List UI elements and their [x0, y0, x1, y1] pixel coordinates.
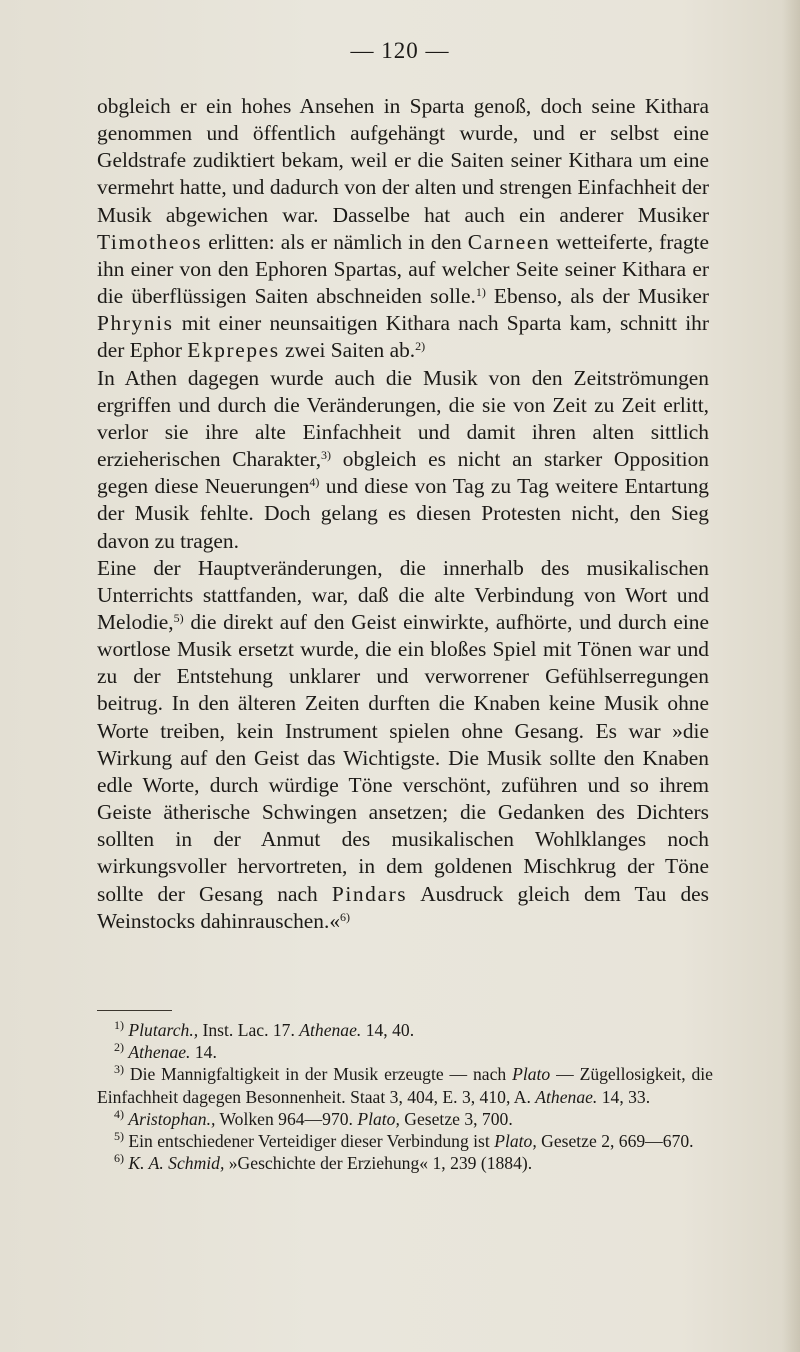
text-run: und diese von Tag zu Tag weitere Entartung der Musik fehlte. Doch gelang es diesen Protesten nicht, den Sieg davon zu tragen.: [97, 474, 709, 553]
text-run: obgleich er ein hohes Ansehen in Sparta genoß, doch seine Kithara genommen und öffentlich aufgehängt wurde, und er selbst eine Geldstrafe zudiktiert bekam, weil er die Saiten seiner Kithara um eine vermehrt hatte, und dadurch von der alten und strengen Einfachheit der Musik abgewichen war. Dasselbe hat auch ein anderer Musiker: [97, 94, 709, 227]
footnote-ref: 2): [415, 339, 426, 354]
footnote-text: Inst. Lac. 17.: [198, 1020, 300, 1040]
footnote-text: »Geschichte der Erziehung« 1, 239 (1884).: [224, 1153, 533, 1174]
footnote-citation: Plato: [512, 1064, 551, 1085]
footnote-citation: Plutarch.,: [128, 1020, 199, 1040]
text-run: zwei Saiten ab.: [279, 338, 416, 363]
footnote-citation: Athenae.: [128, 1042, 191, 1063]
footnotes: [97, 1019, 713, 1174]
paragraph: [97, 365, 709, 555]
paragraph: [97, 93, 709, 365]
text-run: wetteiferte, fragte ihn einer von den Ephoren Spartas, auf welcher Seite seiner Kithara er die überflüssigen Saiten abschneiden solle.: [97, 229, 709, 309]
text-run: mit einer neunsaitigen Kithara nach Sparta kam, schnitt ihr der Ephor: [97, 311, 709, 363]
footnote-ref: 5): [173, 610, 184, 625]
footnote-mark: 2): [114, 1040, 124, 1055]
footnote-mark: 5): [114, 1129, 124, 1144]
text-run: In Athen dagegen wurde auch die Musik von den Zeitströmungen ergriffen und durch die Veränderungen, die sie von Zeit zu Zeit erlitt, verlor sie ihre alte Einfachheit und damit ihren alten sittlich erzieherischen Charakter,: [97, 365, 709, 472]
spaced-name: Phrynis: [97, 311, 174, 336]
text-run: Ebenso, als der Musiker: [485, 284, 709, 309]
footnote-ref: 3): [321, 448, 332, 463]
page-number: — 120 —: [350, 38, 450, 63]
footnote-ref: 6): [340, 909, 351, 924]
footnote: [97, 1108, 713, 1130]
footnote-text: Wolken 964—970.: [215, 1108, 358, 1129]
footnote-citation: Plato,: [494, 1131, 537, 1152]
footnote-text: 14.: [190, 1042, 217, 1063]
main-text: [97, 93, 709, 935]
footnote-text: Ein entschiedener Verteidiger dieser Verbindung ist: [128, 1131, 495, 1152]
footnote-mark: 1): [114, 1018, 124, 1032]
spaced-name: Pindars: [331, 881, 408, 906]
footnote-ref: 4): [309, 475, 320, 490]
footnote-citation: Athenae.: [535, 1086, 598, 1107]
footnote-citation: Athenae.: [299, 1020, 362, 1040]
paragraph: [97, 555, 709, 935]
text-run: erlitten: als er nämlich in den: [202, 229, 468, 254]
footnote-citation: K. A. Schmid,: [128, 1153, 225, 1174]
footnote-mark: 6): [114, 1151, 124, 1166]
footnote: [97, 1041, 713, 1063]
spaced-name: Ekprepes: [187, 338, 280, 363]
footnote: [97, 1063, 713, 1107]
footnote-text: Gesetze 2, 669—670.: [536, 1131, 694, 1152]
footnote-mark: 3): [114, 1062, 124, 1077]
footnote-rule: [97, 1010, 172, 1011]
text-run: Eine der Hauptveränderungen, die innerhalb des musikalischen Unterrichts stattfanden, war, daß die alte Verbindung von Wort und Melodie,: [97, 555, 709, 634]
spaced-name: Timotheos: [97, 229, 203, 254]
footnote-text: Die Mannigfaltigkeit in der Musik erzeugte — nach: [129, 1064, 513, 1085]
footnote-citation: Plato,: [357, 1108, 400, 1129]
footnote-citation: Aristophan.,: [128, 1108, 216, 1129]
footnote: [97, 1019, 713, 1041]
footnote-ref: 1): [475, 285, 486, 300]
text-run: obgleich es nicht an starker Opposition gegen diese Neuerungen: [97, 447, 709, 499]
footnote-mark: 4): [114, 1106, 124, 1121]
spaced-name: Carneen: [467, 229, 551, 254]
footnote-text: 14, 40.: [361, 1020, 415, 1040]
footnote-text: — Zügellosigkeit, die Einfachheit dagegen Besonnenheit. Staat 3, 404, E. 3, 410, A.: [97, 1064, 713, 1107]
text-run: Ausdruck gleich dem Tau des Weinstocks dahinrauschen.«: [97, 881, 709, 933]
footnote: [97, 1130, 713, 1152]
footnote-text: Gesetze 3, 700.: [399, 1108, 513, 1129]
text-run: die direkt auf den Geist einwirkte, aufhörte, und durch eine wortlose Musik ersetzt wurde, die ein bloßes Spiel mit Tönen war und zu der Entstehung unklarer und verworrener Gefühlserregungen beitrug. In den älteren Zeiten durften die Knaben keine Musik ohne Worte treiben, kein Instrument spielen ohne Gesang. Es war »die Wirkung auf den Geist das Wichtigste. Die Musik sollte den Knaben edle Worte, durch würdige Töne verschönt, zuführen und so ihrem Geiste ätherische Schwingen ansetzen; die Gedanken des Dichters sollten in der Anmut des musikalischen Wohlklanges noch wirkungsvoller hervortreten, in dem goldenen Mischkrug der Töne sollte der Gesang nach: [97, 609, 709, 906]
footnote-text: 14, 33.: [597, 1086, 651, 1107]
page-edge-shadow: [782, 0, 800, 1352]
footnote: [97, 1152, 713, 1174]
